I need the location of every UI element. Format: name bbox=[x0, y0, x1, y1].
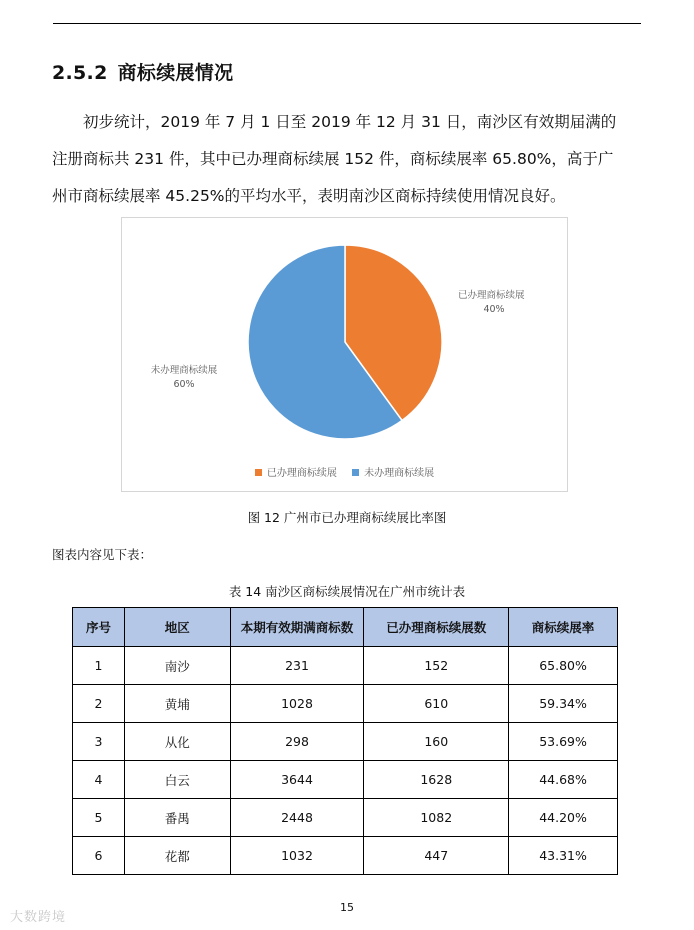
header-region: 地区 bbox=[124, 608, 230, 647]
table-row bbox=[73, 647, 618, 685]
pie-chart-canvas bbox=[122, 218, 567, 491]
data-label-completed-value: 40% bbox=[483, 304, 505, 315]
header-renewal-rate: 商标续展率 bbox=[509, 608, 618, 647]
header-renewed-count: 已办理商标续展数 bbox=[364, 608, 509, 647]
figure-caption: 图 12 广州市已办理商标续展比率图 bbox=[247, 510, 447, 525]
legend-swatch-pending bbox=[352, 469, 359, 476]
cell-expired-count: 1028 bbox=[230, 685, 364, 723]
cell-index: 2 bbox=[73, 685, 125, 723]
table-row bbox=[73, 685, 618, 723]
cell-index: 5 bbox=[73, 799, 125, 837]
cell-region: 黄埔 bbox=[124, 685, 230, 723]
legend-item-completed bbox=[255, 464, 337, 479]
cell-index: 3 bbox=[73, 723, 125, 761]
cell-index: 6 bbox=[73, 837, 125, 875]
paragraph-line-3: 州市商标续展率 45.25%的平均水平，表明南沙区商标持续使用情况良好。 bbox=[52, 187, 566, 205]
cell-renewed-count: 610 bbox=[364, 685, 509, 723]
section-heading bbox=[52, 58, 233, 85]
renewal-table bbox=[72, 607, 618, 875]
pie-chart bbox=[121, 217, 568, 492]
cell-region: 番禺 bbox=[124, 799, 230, 837]
table-caption: 表 14 南沙区商标续展情况在广州市统计表 bbox=[228, 584, 466, 599]
cell-renewed-count: 160 bbox=[364, 723, 509, 761]
legend-label-pending: 未办理商标续展 bbox=[364, 468, 435, 479]
cell-renewal-rate: 44.20% bbox=[509, 799, 618, 837]
table-row bbox=[73, 723, 618, 761]
legend-swatch-completed bbox=[255, 469, 262, 476]
cell-expired-count: 2448 bbox=[230, 799, 364, 837]
cell-region: 从化 bbox=[124, 723, 230, 761]
paragraph-line-1: 初步统计，2019 年 7 月 1 日至 2019 年 12 月 31 日，南沙区有效期届满的 bbox=[83, 113, 617, 131]
chart-legend bbox=[122, 464, 567, 479]
table-header-row bbox=[73, 608, 618, 647]
cell-region: 白云 bbox=[124, 761, 230, 799]
data-label-pending-name: 未办理商标续展 bbox=[150, 365, 218, 376]
cell-renewed-count: 1082 bbox=[364, 799, 509, 837]
cell-renewal-rate: 53.69% bbox=[509, 723, 618, 761]
cell-region: 南沙 bbox=[124, 647, 230, 685]
legend-item-pending bbox=[352, 464, 434, 479]
cell-renewal-rate: 43.31% bbox=[509, 837, 618, 875]
cell-index: 4 bbox=[73, 761, 125, 799]
header-index: 序号 bbox=[73, 608, 125, 647]
page-number: 15 bbox=[340, 901, 354, 914]
section-title: 商标续展情况 bbox=[117, 62, 234, 84]
paragraph-line-2: 注册商标共 231 件，其中已办理商标续展 152 件，商标续展率 65.80%，高于广 bbox=[52, 150, 614, 168]
cell-renewal-rate: 59.34% bbox=[509, 685, 618, 723]
cell-expired-count: 1032 bbox=[230, 837, 364, 875]
intro-text: 图表内容见下表： bbox=[52, 547, 153, 562]
cell-renewal-rate: 65.80% bbox=[509, 647, 618, 685]
cell-renewed-count: 447 bbox=[364, 837, 509, 875]
cell-renewal-rate: 44.68% bbox=[509, 761, 618, 799]
cell-expired-count: 298 bbox=[230, 723, 364, 761]
header-rule bbox=[53, 23, 641, 24]
section-number: 2.5.2 bbox=[52, 62, 108, 84]
legend-label-completed: 已办理商标续展 bbox=[266, 468, 337, 479]
cell-renewed-count: 1628 bbox=[364, 761, 509, 799]
cell-expired-count: 231 bbox=[230, 647, 364, 685]
cell-region: 花都 bbox=[124, 837, 230, 875]
table-row bbox=[73, 799, 618, 837]
table-row bbox=[73, 761, 618, 799]
header-expired-count: 本期有效期满商标数 bbox=[230, 608, 364, 647]
cell-renewed-count: 152 bbox=[364, 647, 509, 685]
cell-expired-count: 3644 bbox=[230, 761, 364, 799]
watermark-logo: 大数跨境 bbox=[10, 910, 67, 925]
data-label-completed-name: 已办理商标续展 bbox=[458, 290, 525, 301]
cell-index: 1 bbox=[73, 647, 125, 685]
table-row bbox=[73, 837, 618, 875]
data-label-pending-value: 60% bbox=[173, 379, 195, 390]
